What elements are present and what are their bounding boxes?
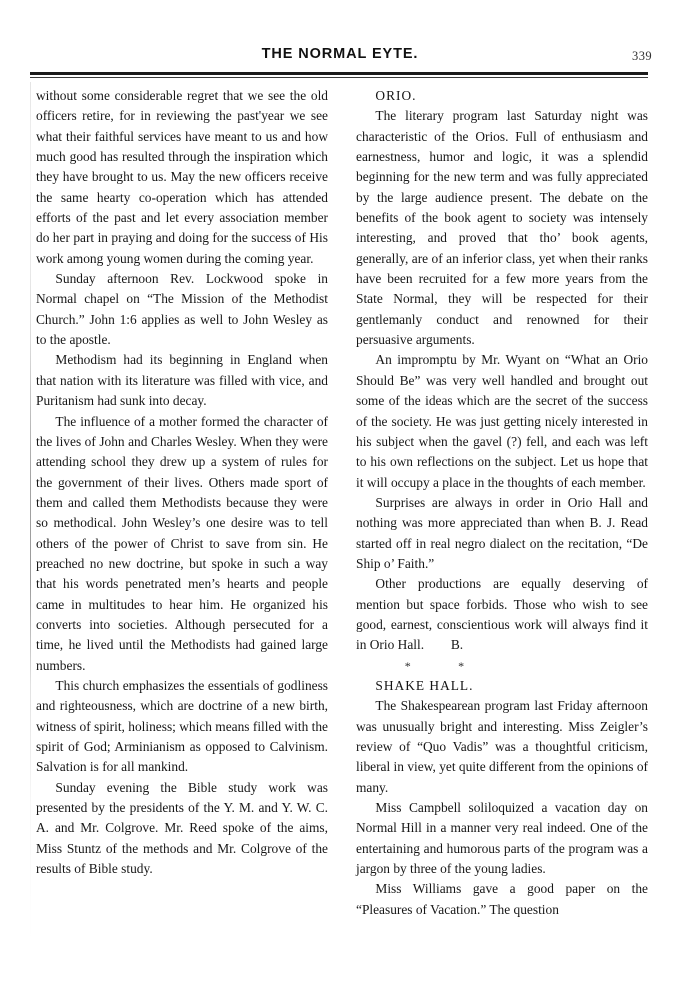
body-paragraph [36, 86, 328, 269]
asterisk-divider [356, 656, 648, 676]
paragraph-text: Miss Campbell soliloquized a vacation day on Normal Hill in a manner very real indeed. One of the entertaining and humorous parts of the program was a jargon by three of the young ladies. [356, 800, 648, 877]
body-paragraph [36, 778, 328, 880]
paragraph-text: Sunday evening the Bible study work was presented by the presidents of the Y. M. and Y. W. C. A. and Mr. Colgrove. Mr. Reed spoke of the aims, Miss Stuntz of the methods and Mr. Colgrove of the results of Bible study. [36, 779, 328, 877]
text-column-left [36, 86, 328, 879]
paragraph-text: Other productions are equally deserving of mention but space forbids. Those who wish to see good, earnest, conscientious work will always find it in Orio Hall. [356, 576, 648, 653]
asterisk-mark: * [458, 658, 467, 673]
paragraph-text: Methodism had its beginning in England when that nation with its literature was filled with vice, and Puritanism had sunk into decay. [36, 352, 328, 409]
body-paragraph [356, 879, 648, 920]
body-paragraph [36, 269, 328, 350]
paragraph-text: An impromptu by Mr. Wyant on “What an Orio Should Be” was very well handled and brought out some of the ideas which are the secret of the success of the society. He was just getting nicely interested in his subject when the gavel (?) fell, and each was left to his own reflections on the subject. Let us hope that it will occupy a place in the thoughts of each member. [356, 352, 648, 490]
body-paragraph [356, 574, 648, 655]
paragraph-text: Sunday afternoon Rev. Lockwood spoke in Normal chapel on “The Mission of the Methodist Church.” John 1:6 applies as well to John Wesley as to the apostle. [36, 271, 328, 348]
header-rule-thick [30, 72, 648, 75]
header-rule-thin [30, 77, 648, 78]
asterisk-mark: * [404, 658, 413, 673]
page-number: 339 [632, 49, 652, 63]
body-paragraph [356, 696, 648, 798]
section-heading: SHAKE HALL. [375, 677, 474, 693]
publication-title: THE NORMAL EYTE. [261, 46, 419, 62]
body-paragraph [36, 676, 328, 778]
paragraph-text: without some considerable regret that we see the old officers retire, for in reviewing the past'year we see what their faithful services have meant to us and how much good has resulted through the inspiration which they have brought to us. May the new officers receive the same hearty co-operation which has attended efforts of the past and let every association member do her part in praying and doing for the success of His work among young women during the coming year. [36, 88, 328, 266]
body-paragraph [356, 350, 648, 492]
section-heading: ORIO. [375, 88, 417, 103]
body-paragraph [356, 106, 648, 350]
paragraph-text: The influence of a mother formed the character of the lives of John and Charles Wesley. When they were attending school they drew up a system of rules for the government of their lives. Others made sport of them and called them Methodists because they were so methodical. John Wesley’s one desire was to tell others of the power of Christ to save from sin. He preached no new doctrine, but spoke in such a way that his words penetrated men’s hearts and people came in multitudes to hear him. He organized his converts into societies. Although persecuted for a time, he lived until the Methodists had gained large numbers. [36, 413, 328, 673]
left-margin-scan-line [30, 82, 31, 942]
paragraph-text: Surprises are always in order in Orio Hall and nothing was more appreciated than when B. J. Read started off in real negro dialect on the recitation, “De Ship o’ Faith.” [356, 494, 648, 571]
body-paragraph [356, 798, 648, 879]
running-head [0, 46, 680, 72]
body-paragraph [356, 493, 648, 574]
text-column-right [356, 86, 648, 920]
author-signature: B. [424, 637, 464, 653]
paragraph-text: The Shakespearean program last Friday afternoon was unusually bright and interesting. Miss Zeigler’s review of “Quo Vadis” was a thoughtful criticism, liberal in view, yet quite different from the opinions of many. [356, 698, 648, 795]
paragraph-text: Miss Williams gave a good paper on the “Pleasures of Vacation.” The question [356, 881, 648, 917]
body-paragraph [36, 350, 328, 411]
paragraph-text: This church emphasizes the essentials of godliness and righteousness, which are doctrine of a new birth, witness of spirit, holiness; which means filled with the spirit of God; Arminianism as opposed to Calvinism. Salvation is for all mankind. [36, 677, 328, 775]
paragraph-text: The literary program last Saturday night was characteristic of the Orios. Full of enthusiasm and earnestness, humor and logic, it was a splendid beginning for the new term and was fully appreciated by the large audience present. The debate on the benefits of the book agent to society was intensely interesting, and proved that tho’ book agents, generally, are of an inferior class, yet when their ranks have been recruited for a few more years from the State Normal, they will be respected for their gentlemanly conduct and renowned for their persuasive arguments. [356, 108, 648, 348]
body-paragraph [36, 412, 328, 676]
